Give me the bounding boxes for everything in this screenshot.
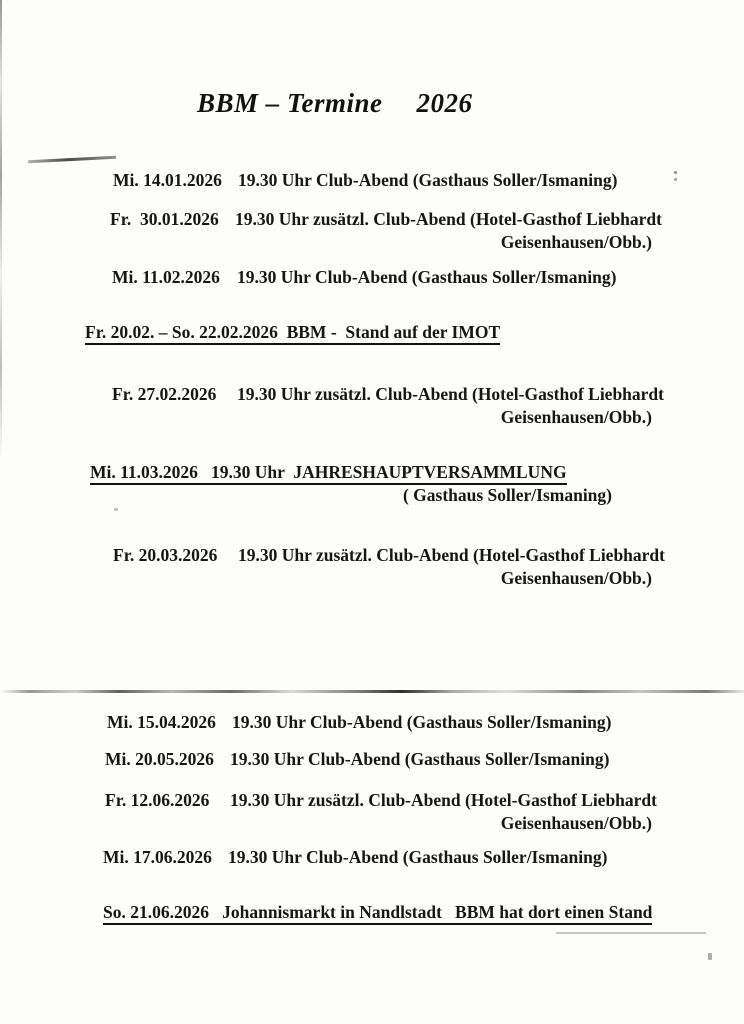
scan-edge-artifact [0,0,2,460]
schedule-entry [0,711,744,734]
entry-text: 19.30 Uhr zusätzl. Club-Abend (Hotel-Gasthof Liebhardt [235,209,662,229]
scan-speck-colon [674,171,677,174]
entry-text: 19.30 Uhr Club-Abend (Gasthaus Soller/Ismaning) [238,170,618,190]
scan-fold-line [0,690,744,693]
page-title-year: 2026 [416,88,473,118]
scan-speck-bottom [708,953,712,960]
entry-text: Fr. 20.02. – So. 22.02.2026 BBM - Stand auf der IMOT [85,322,500,345]
entry-text: 19.30 Uhr Club-Abend (Gasthaus Soller/Ismaning) [228,847,608,867]
entry-continuation-text: Geisenhausen/Obb.) [500,407,652,427]
page-title-main: BBM – Termine [197,88,383,118]
entry-date: Fr. 20.03.2026 [113,545,218,565]
entry-date: Mi. 17.06.2026 [103,847,212,867]
schedule-entry [0,846,744,869]
scan-stray-underline [556,932,706,934]
scan-speck-dot [114,508,118,511]
entry-text: 19.30 Uhr zusätzl. Club-Abend (Hotel-Gasthof Liebhardt [237,384,664,404]
entry-continuation-text: ( Gasthaus Soller/Ismaning) [402,485,612,505]
entry-text: 19.30 Uhr Club-Abend (Gasthaus Soller/Ismaning) [232,712,612,732]
schedule-entry [0,748,744,771]
entry-text: 19.30 Uhr Club-Abend (Gasthaus Soller/Ismaning) [230,749,610,769]
entry-continuation-text: Geisenhausen/Obb.) [500,232,652,252]
entry-date: Mi. 14.01.2026 [113,170,222,190]
entry-text: 19.30 Uhr zusätzl. Club-Abend (Hotel-Gasthof Liebhardt [230,790,657,810]
entry-text: 19.30 Uhr zusätzl. Club-Abend (Hotel-Gasthof Liebhardt [238,545,665,565]
entry-text: 19.30 Uhr Club-Abend (Gasthaus Soller/Ismaning) [237,267,617,287]
schedule-entry [0,789,744,835]
entry-text: Mi. 11.03.2026 19.30 Uhr JAHRESHAUPTVERSAMMLUNG [90,462,567,485]
entry-date: Mi. 15.04.2026 [107,712,216,732]
entry-date: Fr. 27.02.2026 [112,384,217,404]
entry-text: So. 21.06.2026 Johannismarkt in Nandlstadt BBM hat dort einen Stand [103,902,652,925]
entry-continuation-text: Geisenhausen/Obb.) [500,813,652,833]
entry-date: Fr. 12.06.2026 [105,790,210,810]
entry-date: Mi. 11.02.2026 [112,267,220,287]
entry-continuation-text: Geisenhausen/Obb.) [500,568,652,588]
entry-date: Fr. 30.01.2026 [110,209,219,229]
entry-date: Mi. 20.05.2026 [105,749,214,769]
schedule-entry [0,901,744,924]
